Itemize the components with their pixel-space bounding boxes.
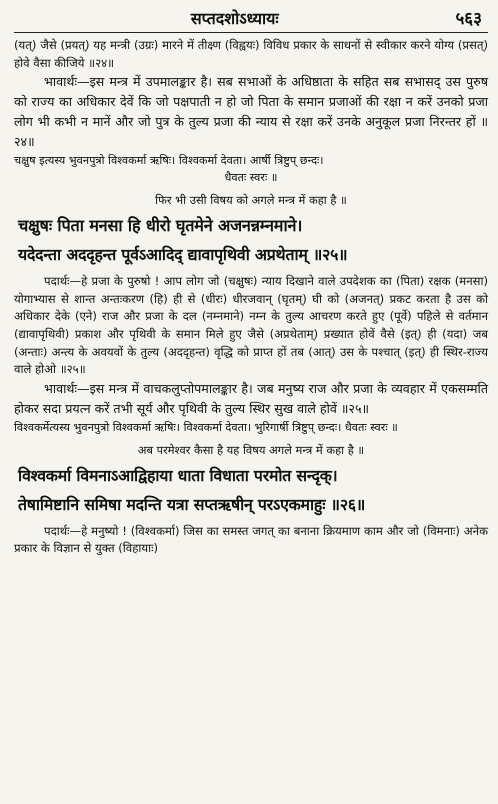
prev-verse-meaning-end: (यत्) जैसे (प्रयत्) यह मन्त्री (उग्रः) मारने में तीक्ष्ण (विह्वयः) विविध प्रकार के साधनों से स्वीकार करने योग्य (प्रसत्) होवे वैसा कीजिये ॥२४॥ xyxy=(14,38,488,70)
mantra26-line2: तेषामिष्टानि समिषा मदन्ति यत्रा सप्तऋषीन् परऽएकमाहुः ॥२६॥ xyxy=(18,494,366,514)
mantra25-line2: यदेदन्ता अददृहन्त पूर्वऽआदिद् द्यावापृथिवी अप्रथेताम् ॥२५॥ xyxy=(18,245,348,265)
verse25-meta: चक्षुष इत्यस्य भुवनपुत्रो विश्वकर्मा ऋषिः। विश्वकर्मा देवता। आर्षी त्रिष्टुप् छन्दः। xyxy=(14,154,324,168)
chapter-title: सप्तदशोऽध्यायः xyxy=(190,9,279,28)
mantra25-line1: चक्षुषः पिता मनसा हि धीरो घृतमेने अजनन्नम्नमाने। xyxy=(18,216,303,236)
verse26-intro: अब परमेश्वर कैसा है यह विषय अगले मन्त्र में कहा है ॥ xyxy=(137,442,365,457)
verse25-intro: फिर भी उसी विषय को अगले मन्त्र में कहा है ॥ xyxy=(155,193,347,208)
page-number: ५६३ xyxy=(455,9,482,29)
verse26-meta: विश्वकर्मेत्यस्य भुवनपुत्रो विश्वकर्मा ऋषिः। विश्वकर्मा देवता। भुरिगार्षी त्रिष्टुप् छन्दः। धैवतः स्वरः ॥ xyxy=(14,420,398,434)
mantra26-line1: विश्वकर्मा विमनाऽआद्विहाया धाता विधाता परमोत सन्दृक्। xyxy=(18,465,338,485)
padartha-26: पदार्थः—हे मनुष्यो ! (विश्वकर्मा) जिस का समस्त जगत् का बनाना क्रियमाण काम और जो (विमनाः) अनेक प्रकार के विज्ञान से युक्त (विहायाः) xyxy=(14,523,488,556)
page-header xyxy=(14,6,488,33)
bhavartha-24: भावार्थः—इस मन्त्र में उपमालङ्कार है। सब सभाओं के अधिष्ठाता के सहित सब सभासद् उस पुरुष को राज्य का अधिकार देवें कि जो पक्षपाती न हो जो पिता के समान प्रजाओं की रक्षा न करें उनको प्रजा लोग भी कभी न मानें और जो पुत्र के तुल्य प्रजा की न्याय से रक्षा करें उनके अनुकूल प्रजा निरन्तर हों ॥२४॥ xyxy=(14,74,488,150)
bhavartha-25: भावार्थः—इस मन्त्र में वाचकलुप्तोपमालङ्कार है। जब मनुष्य राज और प्रजा के व्यवहार में एकसम्मति होकर सदा प्रयत्न करें तभी सूर्य और पृथिवी के तुल्य स्थिर सुख वाले होवें ॥२५॥ xyxy=(14,380,488,416)
padartha-25: पदार्थः—हे प्रजा के पुरुषो ! आप लोग जो (चक्षुषः) न्याय दिखाने वाले उपदेशक का (पिता) रक्षक (मनसा) योगाभ्यास से शान्त अन्तःकरण (हि) ही से (धीरः) धीरजवान् (घृतम्) घी को (अजनत्) प्रकट करता है उस को अधिकार देके (एने) राज और प्रजा के दल (नम्नमाने) नम्न के तुल्य आचरण करते हुए (पूर्वे) पहिले से वर्तमान (द्यावापृथिवी) प्रकाश और पृथिवी के समान मिले हुए जैसे (अप्रथेताम्) प्रख्यात होवें वैसे (इत्) ही (यदा) जब (अन्ताः) अन्त्य के अवयवों के तुल्य (अददृहन्त) वृद्धि को प्राप्त हों तब (आत्) उस के पश्चात् (इत्) ही स्थिर-राज्य वाले होओ ॥२५॥ xyxy=(14,274,488,377)
verse25-svara: धैवतः स्वरः ॥ xyxy=(224,171,278,185)
